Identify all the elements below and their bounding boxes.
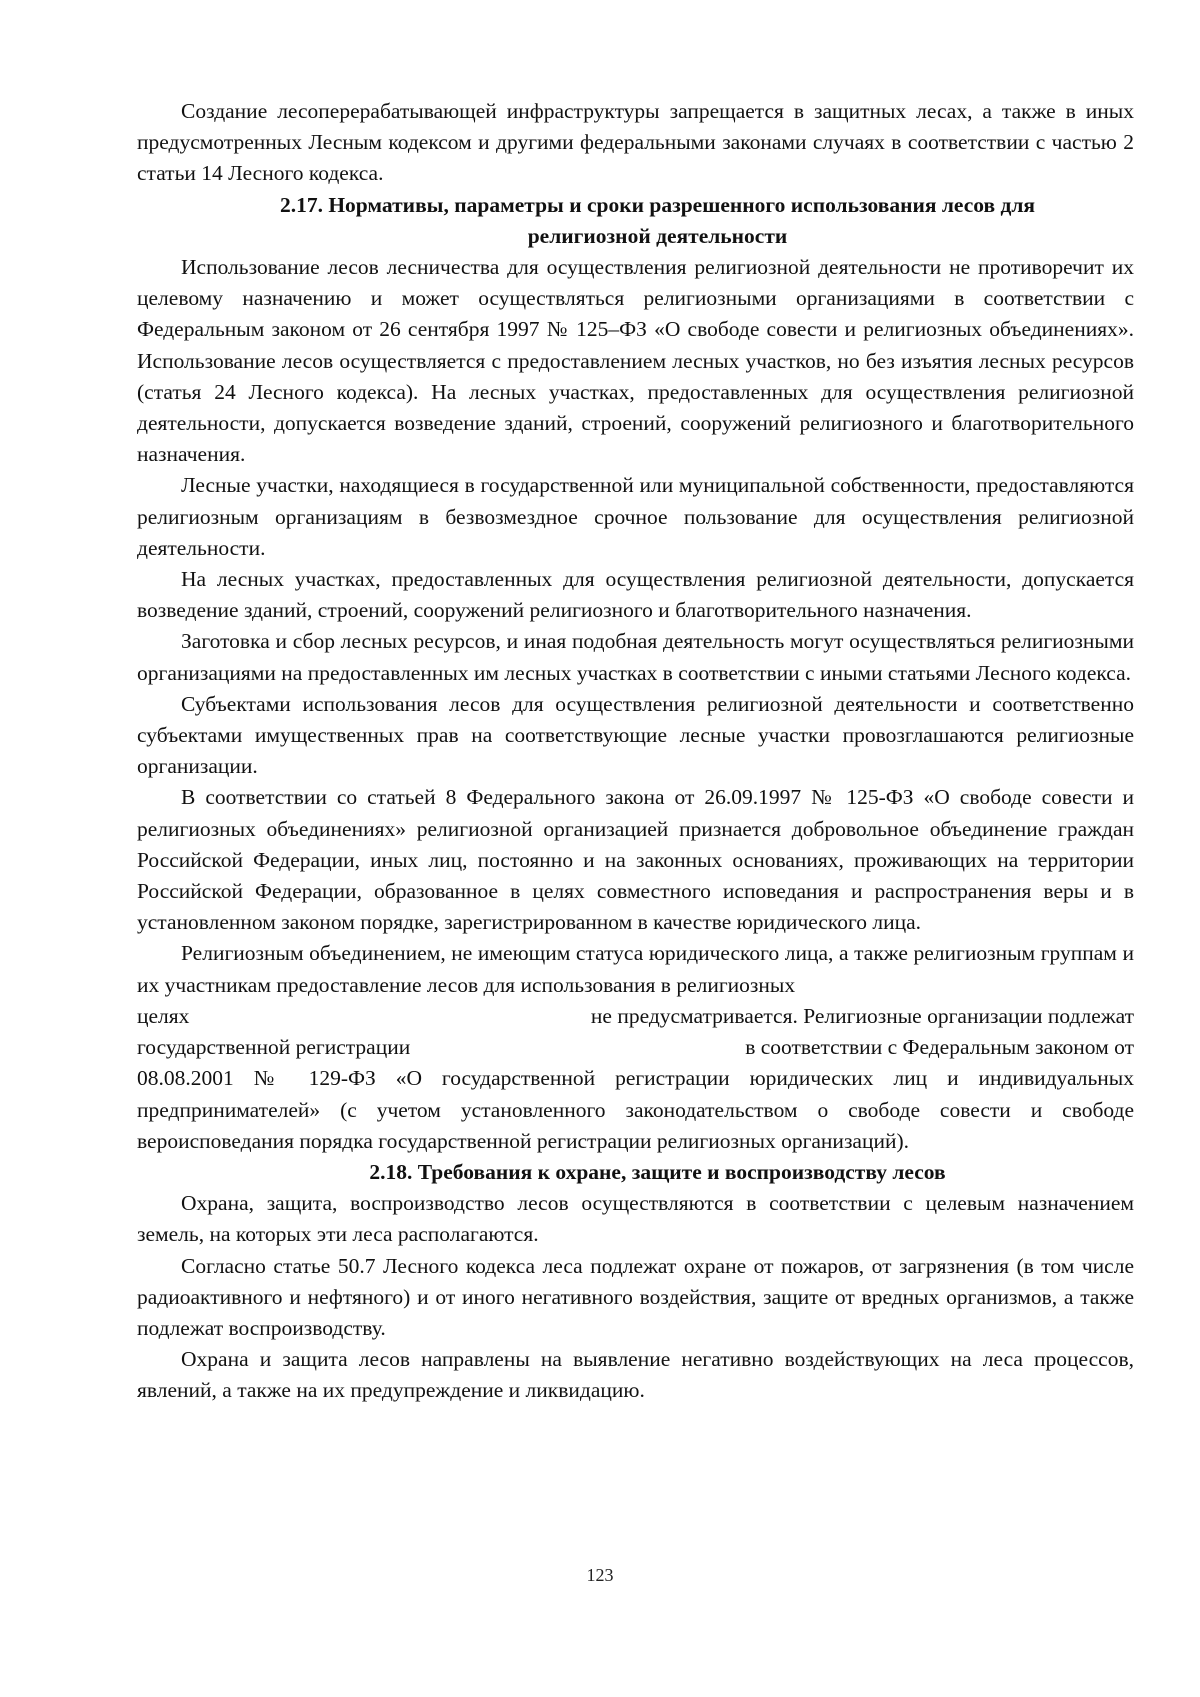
paragraph-registration-lead: Религиозным объединением, не имеющим статуса юридического лица, а также религиозным группам и их участникам предоставление лесов для использования в религиозных <box>137 941 1134 997</box>
paragraph-harvesting: Заготовка и сбор лесных ресурсов, и иная подобная деятельность могут осуществляться религиозными организациями на предоставленных им лесных участках в соответствии с иными статьями Лесного кодекса. <box>137 629 1134 685</box>
paragraph-registration-tail: 08.08.2001 № 129-ФЗ «О государственной регистрации юридических лиц и индивидуальных предпринимателей» (с учетом установленного законодательством о свободе совести и свободе вероисповедания порядка государственной регистрации религиозных организаций). <box>137 1066 1134 1153</box>
paragraph-article-50-7: Согласно статье 50.7 Лесного кодекса леса подлежат охране от пожаров, от загрязнения (в том числе радиоактивного и нефтяного) и от иного негативного воздействия, защите от вредных организмов, а также подлежат воспроизводству. <box>137 1253 1134 1340</box>
paragraph-registration-line2-right: не предусматривается. Религиозные организации подлежат <box>590 1003 1134 1028</box>
paragraph-infrastructure: Создание лесоперерабатывающей инфраструктуры запрещается в защитных лесах, а также в иных предусмотренных Лесным кодексом и другими федеральными законами случаях в соответствии с частью 2 статьи 14 Лесного кодекса. <box>137 99 1134 186</box>
paragraph-buildings: На лесных участках, предоставленных для осуществления религиозной деятельности, допускается возведение зданий, строений, сооружений религиозного и благотворительного назначения. <box>137 567 1134 623</box>
paragraph-registration-line2 <box>137 1001 1134 1032</box>
paragraph-registration-line3 <box>137 1032 1134 1063</box>
paragraph-protection-aims: Охрана и защита лесов направлены на выявление негативно воздействующих на леса процессов, явлений, а также на их предупреждение и ликвидацию. <box>137 1347 1134 1403</box>
section-heading-2-17-line1: 2.17. Нормативы, параметры и сроки разрешенного использования лесов для <box>279 192 1036 217</box>
paragraph-registration-line3-right: в соответствии с Федеральным законом от <box>745 1035 1134 1060</box>
paragraph-article-8: В соответствии со статьей 8 Федерального закона от 26.09.1997 № 125-ФЗ «О свободе совести и религиозных объединениях» религиозной организацией признается добровольное объединение граждан Российской Федерации, иных лиц, постоянно и на законных основаниях, проживающих на территории Российской Федерации, образованное в целях совместного исповедания и распространения веры и в установленном законом порядке, зарегистрированном в качестве юридического лица. <box>137 785 1134 935</box>
paragraph-registration-line3-left: государственной регистрации <box>137 1035 411 1060</box>
section-heading-2-18: 2.18. Требования к охране, защите и воспроизводству лесов <box>369 1159 946 1184</box>
paragraph-free-use: Лесные участки, находящиеся в государственной или муниципальной собственности, предоставляются религиозным организациям в безвозмездное срочное пользование для осуществления религиозной деятельности. <box>137 473 1134 560</box>
section-heading-2-17-line2: религиозной деятельности <box>527 223 788 248</box>
page-number: 123 <box>586 1565 614 1585</box>
paragraph-religious-use: Использование лесов лесничества для осуществления религиозной деятельности не противоречит их целевому назначению и может осуществляться религиозными организациями в соответствии с Федеральным законом от 26 сентября 1997 № 125–ФЗ «О свободе совести и религиозных объединениях». Использование лесов осуществляется с предоставлением лесных участков, но без изъятия лесных ресурсов (статья 24 Лесного кодекса). На лесных участках, предоставленных для осуществления религиозной деятельности, допускается возведение зданий, строений, сооружений религиозного и благотворительного назначения. <box>137 255 1134 467</box>
paragraph-protection-purpose: Охрана, защита, воспроизводство лесов осуществляются в соответствии с целевым назначением земель, на которых эти леса располагаются. <box>137 1191 1134 1247</box>
paragraph-registration-line2-left: целях <box>137 1003 190 1028</box>
paragraph-registration <box>137 938 1134 1156</box>
section-heading-2-17 <box>137 190 1134 252</box>
paragraph-subjects: Субъектами использования лесов для осуществления религиозной деятельности и соответственно субъектами имущественных прав на соответствующие лесные участки провозглашаются религиозные организации. <box>137 691 1134 779</box>
